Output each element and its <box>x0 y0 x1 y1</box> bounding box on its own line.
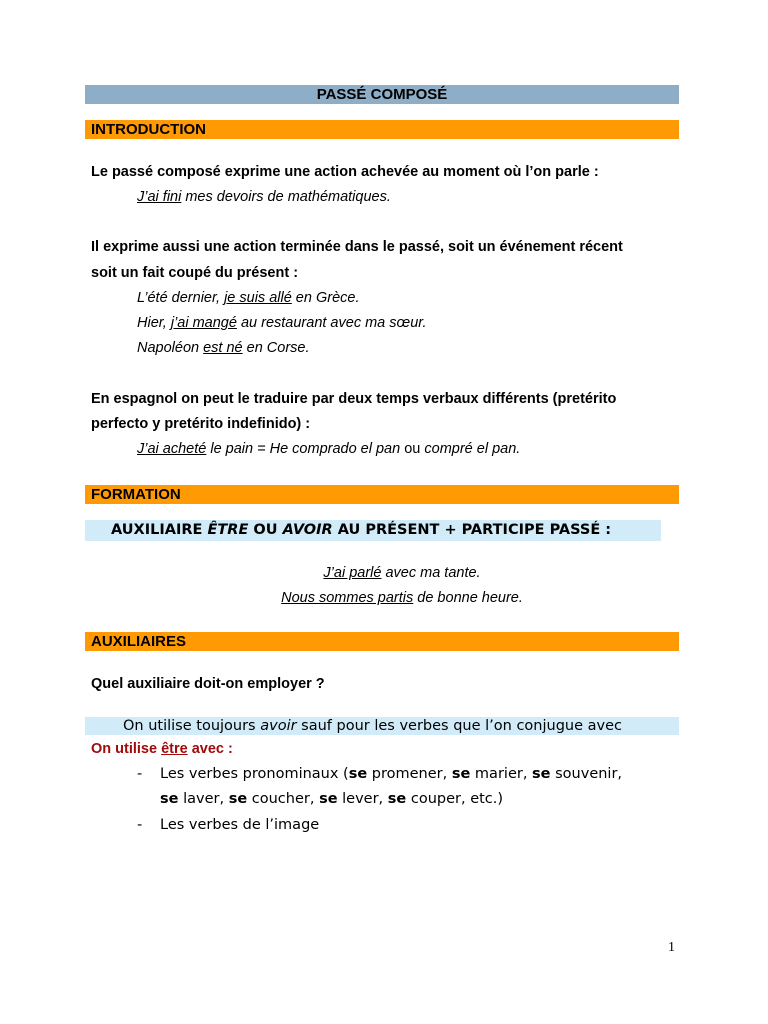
item-text: se <box>319 791 338 807</box>
example-text: compré el pan. <box>420 441 521 457</box>
example-verb: Nous sommes partis <box>281 590 414 606</box>
item-text: se <box>348 766 368 782</box>
list-bullet: - <box>137 766 143 782</box>
item-text: couper, etc.) <box>406 791 504 807</box>
item-text: se <box>160 791 179 807</box>
intro-example-5 <box>137 439 520 459</box>
note-text: avoir <box>260 718 297 734</box>
example-text: Hier, <box>137 315 171 331</box>
intro-example-3 <box>137 313 427 333</box>
example-text: au restaurant avec ma sœur. <box>236 315 427 331</box>
section-heading-auxiliaires: AUXILIAIRES <box>85 632 679 651</box>
heading-text: être <box>161 741 188 757</box>
intro-example-4 <box>137 338 310 358</box>
formation-example-2 <box>0 588 768 608</box>
note-text: sauf pour les verbes que l’on conjugue avec <box>296 718 622 734</box>
item-text: promener, <box>367 766 452 782</box>
item-text: coucher, <box>247 791 320 807</box>
intro-example-2 <box>137 288 359 308</box>
auxiliaires-etre-heading <box>91 739 233 759</box>
item-text: lever, <box>337 791 388 807</box>
example-verb: J’ai acheté <box>137 441 207 457</box>
page-title: PASSÉ COMPOSÉ <box>85 85 679 104</box>
list-item-pronominaux-continued <box>160 789 503 809</box>
item-text: se <box>451 766 471 782</box>
auxiliaires-note <box>123 716 622 736</box>
item-text: Les verbes pronominaux ( <box>160 766 349 782</box>
example-text: mes devoirs de mathématiques. <box>181 189 391 205</box>
note-text: On utilise toujours <box>123 718 261 734</box>
example-text: en Grèce. <box>291 290 360 306</box>
intro-paragraph-3-line-1: En espagnol on peut le traduire par deux temps verbaux différents (pretérito <box>91 391 617 407</box>
example-verb: je suis allé <box>224 290 292 306</box>
item-text: se <box>387 791 407 807</box>
page-number: 1 <box>668 940 675 955</box>
intro-paragraph-3-line-2: perfecto y pretérito indefinido) : <box>91 416 311 432</box>
rule-text: ÊTRE <box>207 522 249 538</box>
section-heading-introduction: INTRODUCTION <box>85 120 679 139</box>
intro-paragraph-2-line-1: Il exprime aussi une action terminée dans le passé, soit un événement récent <box>91 239 623 255</box>
rule-text: OU <box>248 522 283 538</box>
list-bullet: - <box>137 817 143 833</box>
formation-example-1 <box>0 563 768 583</box>
example-text: ou <box>404 441 421 457</box>
heading-text: avec : <box>187 741 233 757</box>
example-verb: J’ai parlé <box>323 565 382 581</box>
example-text: en Corse. <box>242 340 310 356</box>
item-text: se <box>532 766 551 782</box>
example-verb: est né <box>203 340 243 356</box>
example-text: Napoléon <box>137 340 204 356</box>
rule-text: AVOIR <box>282 522 333 538</box>
section-heading-formation: FORMATION <box>85 485 679 504</box>
example-text: avec ma tante. <box>381 565 481 581</box>
example-text: de bonne heure. <box>413 590 523 606</box>
rule-text: AU PRÉSENT + PARTICIPE PASSÉ : <box>332 522 612 538</box>
example-verb: j’ai mangé <box>170 315 237 331</box>
heading-text: On utilise <box>91 741 162 757</box>
auxiliaires-question: Quel auxiliaire doit-on employer ? <box>91 676 325 692</box>
example-text: L’été dernier, <box>137 290 225 306</box>
example-verb: J’ai fini <box>137 189 182 205</box>
item-text: souvenir, <box>550 766 623 782</box>
item-text: marier, <box>470 766 533 782</box>
list-item-pronominaux <box>160 764 622 784</box>
item-text: laver, <box>178 791 229 807</box>
list-item-image: Les verbes de l’image <box>160 817 320 833</box>
rule-text: AUXILIAIRE <box>111 522 208 538</box>
formation-rule <box>111 520 611 541</box>
intro-example-1 <box>137 187 391 207</box>
item-text: se <box>228 791 248 807</box>
intro-paragraph-2-line-2: soit un fait coupé du présent : <box>91 265 299 281</box>
intro-paragraph-1: Le passé composé exprime une action achevée au moment où l’on parle : <box>91 164 599 180</box>
example-text: le pain = He comprado el pan <box>206 441 405 457</box>
